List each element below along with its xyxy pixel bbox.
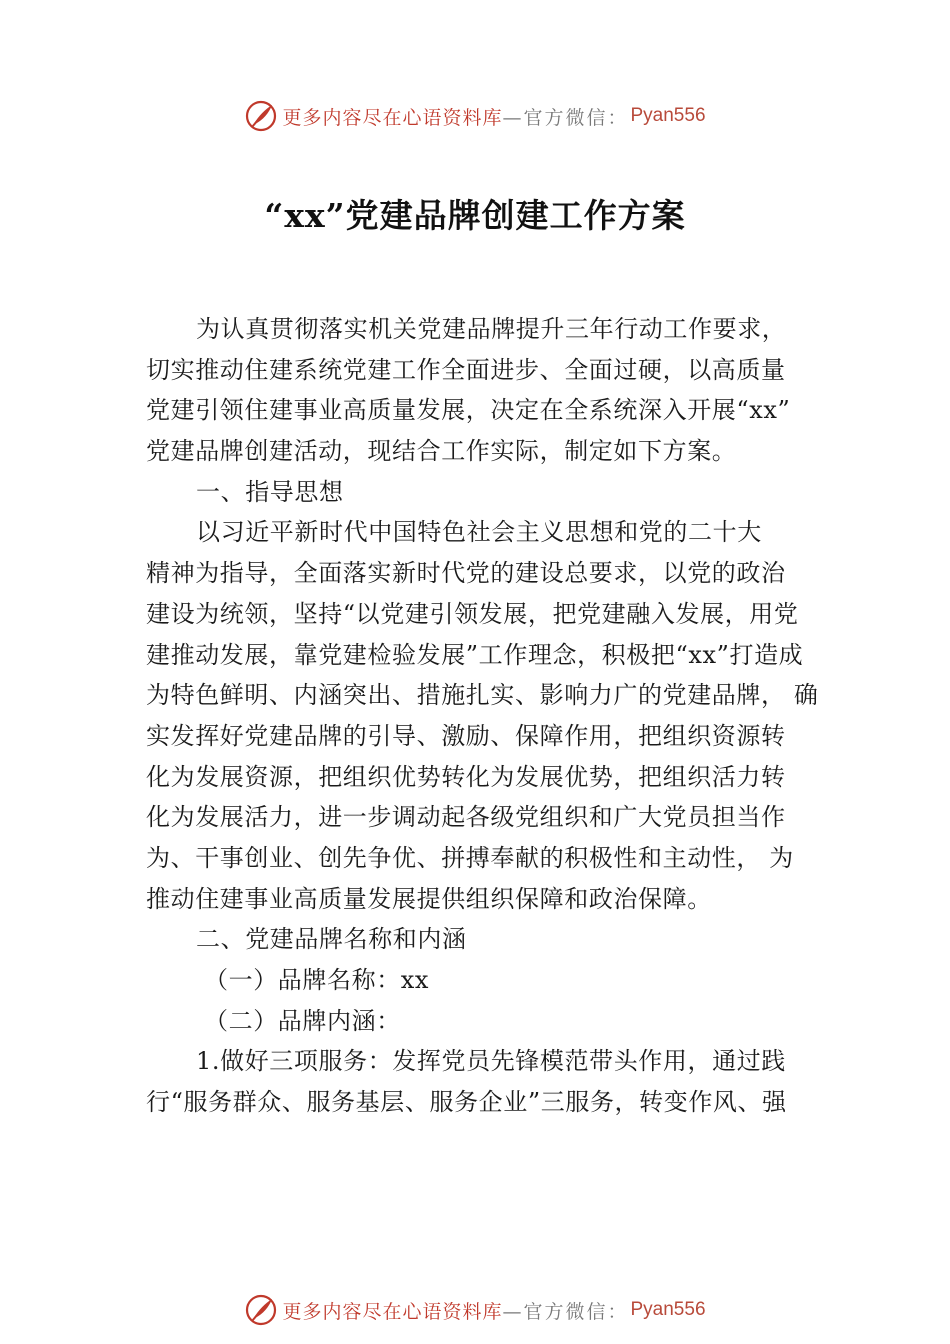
subsection-heading: （一）品牌名称：xx xyxy=(204,966,430,994)
watermark-red-text: 更多内容尽在心语资料库 xyxy=(282,1300,503,1323)
paragraph-line: 党建品牌创建活动，现结合工作实际，制定如下方案。 xyxy=(146,437,737,466)
paragraph-line: 建推动发展，靠党建检验发展”工作理念，积极把“xx”打造成 xyxy=(146,640,804,669)
watermark-gray-text: —官方微信： xyxy=(502,106,629,129)
subsection-heading: （二）品牌内涵： xyxy=(204,1006,401,1035)
paragraph-line: 化为发展活力，进一步调动起各级党组织和广大党员担当作 xyxy=(146,803,786,832)
feather-quill-logo-icon xyxy=(244,99,278,133)
paragraph-line: 实发挥好党建品牌的引导、激励、保障作用，把组织资源转 xyxy=(146,721,786,750)
feather-quill-logo-icon xyxy=(244,1293,278,1327)
paragraph-line: 为特色鲜明、内涵突出、措施扎实、影响力广的党建品牌， 确 xyxy=(146,681,819,710)
paragraph-line: 为、干事创业、创先争优、拼搏奉献的积极性和主动性， 为 xyxy=(146,843,794,872)
watermark-account: Pyan556 xyxy=(630,1299,706,1320)
watermark-red-text: 更多内容尽在心语资料库 xyxy=(282,106,503,129)
document-body xyxy=(146,309,818,1123)
paragraph-line: 化为发展资源，把组织优势转化为发展优势，把组织活力转 xyxy=(146,762,786,791)
paragraph-line: 为认真贯彻落实机关党建品牌提升三年行动工作要求， xyxy=(196,315,787,343)
section-heading: 一、指导思想 xyxy=(196,477,344,506)
watermark-banner-top xyxy=(0,96,950,136)
paragraph-line: 以习近平新时代中国特色社会主义思想和党的二十大 xyxy=(196,518,762,547)
document-title: “xx”党建品牌创建工作方案 xyxy=(264,196,686,235)
paragraph-line: 建设为统领，坚持“以党建引领发展，把党建融入发展，用党 xyxy=(146,599,799,628)
watermark-gray-text: —官方微信： xyxy=(502,1300,629,1323)
paragraph-line: 精神为指导，全面落实新时代党的建设总要求，以党的政治 xyxy=(146,559,786,588)
paragraph-line: 切实推动住建系统党建工作全面进步、全面过硬，以高质量 xyxy=(146,355,786,384)
paragraph-line: 推动住建事业高质量发展提供组织保障和政治保障。 xyxy=(146,884,712,913)
watermark-account: Pyan556 xyxy=(630,105,706,126)
paragraph-line: 党建引领住建事业高质量发展，决定在全系统深入开展“xx” xyxy=(146,396,791,425)
paragraph-line: 1.做好三项服务：发挥党员先锋模范带头作用，通过践 xyxy=(196,1047,786,1076)
section-heading: 二、党建品牌名称和内涵 xyxy=(196,925,467,954)
watermark-banner-bottom xyxy=(0,1290,950,1330)
paragraph-line: 行“服务群众、服务基层、服务企业”三服务，转变作风、强 xyxy=(146,1088,787,1117)
